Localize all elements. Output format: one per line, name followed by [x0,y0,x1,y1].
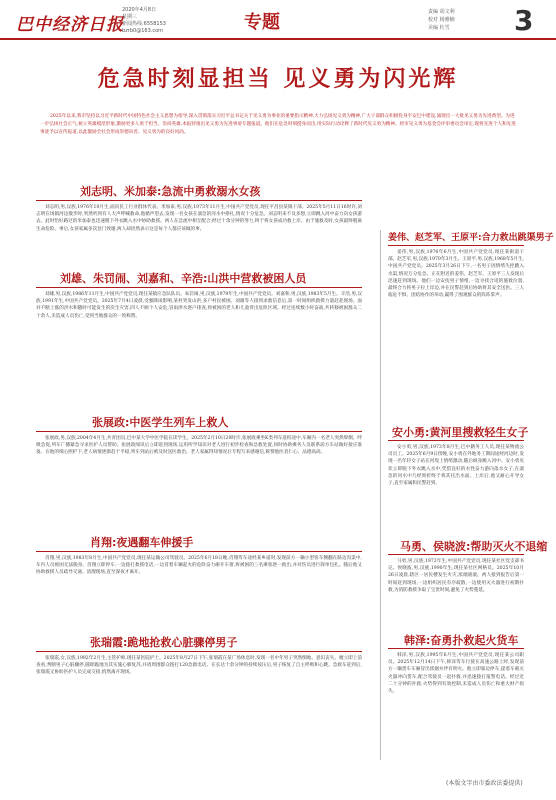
title-rule [388,648,524,649]
page-headline: 危急时刻显担当 见义勇为闪光辉 [97,67,459,92]
title-rule [36,200,362,201]
title-rule [36,551,362,552]
story-body: 张瑞霞,女,汉族,1992年2月生,主管护师,现任某医院护士。2025年8月27日下午,张瑞霞在某广场休息时,发现一名中年男子突然倒地、意识丧失。她立即上前查看,判断男子心脏骤停,随即跪地为其实施心肺复苏,并请周围群众拨打120急救电话。在长达十余分钟的持续按压后,男子恢复了自主呼吸和心跳。急救车赶到后,张瑞霞又协助医护人员完成交接,悄然离开现场。 [36,656,362,676]
issue-weekday: 星期三 [122,14,138,20]
lead-paragraph: 2025年以来,我市坚持以习近平新时代中国特色社会主义思想为指导,深入贯彻落实习近平总书记关于见义勇为事业的重要指示精神,大力弘扬见义勇为精神,广大干部群众积极投身平安巴中建设,涌现出一大批见义勇为先进典型。为进一步弘扬社会正气,树立英雄模范形象,激励更多人勇于担当、崇尚英雄,本报特推出见义勇为先进事迹专题报道。他们在危急时刻挺身而出,用实际行动诠释了新时代见义勇为精神。经市见义勇为基金会评审委员会审定,现将先进个人和先进事迹予以宣传报道,以此激励全社会形成崇德向善、见义勇为的良好风尚。 [40,114,516,135]
editor-credit: 责编 胡文利 [428,9,455,15]
story-body: 刘志明,男,汉族,1976年10月生,面向民工行业群体代表。米加泰,男,汉族,1973年11月生,中国共产党党员,现任平昌县某镇干部。2025年5月11日16时许,刘志明在场镇河边散步时,突然听到有人大声呼喊救命,他循声望去,发现一名女孩在湍急的河水中挣扎,情况十分危急。刘志明来不及多想,立即跳入河中奋力向女孩游去。此时恰好路过的米加泰也迅速脱下外衣跳入水中协助救援。两人在急流中相互配合,经过十余分钟的努力,终于将女孩成功救上岸。由于施救及时,女孩最终脱离生命危险。事后,女孩家属多次登门致谢,两人却淡然表示这是每个人都应该做的事。 [36,205,362,232]
story-title: 韩泽:奋勇扑救起火货车 [404,634,519,647]
story-title: 马勇、侯晓波:帮助灭火不退缩 [400,540,548,553]
section-name: 专题 [244,12,280,33]
proofreader-credit: 校对 杨雅楠 [428,17,455,23]
story-title: 安小勇:黄河里搜救轻生女子 [392,426,529,439]
story-body: 张展政,男,汉族,2004年4月生,共青团员,巴中某大学中医学院在读学生。2025年2月10日20时许,张展政乘坐K类列车返校途中,车厢内一名老人突然晕倒、呼吸急促,列车广播紧急寻求医护人员帮助。张展政闻讯后立即赶到现场,运用所学知识对老人进行初步检查和急救处置,同时协助乘务人员联系前方车站做好接应准备。在他的细心照护下,老人病情逐渐趋于平稳,列车到站后被及时送医救治。老人家属得知情况后专程写来感谢信,称赞他医者仁心、品德高尚。 [36,436,362,456]
editor-credits [428,8,455,32]
story-title: 刘雄、朱罚闹、刘嘉和、辛浩:山洪中营救被困人员 [60,272,307,285]
title-rule [388,245,524,246]
title-rule [36,651,362,652]
newspaper-logo: 巴中经济日报 [16,15,124,35]
issue-meta [122,7,166,35]
title-rule [388,440,524,441]
masthead [0,0,556,40]
title-rule [388,554,524,555]
designer-credit: 美编 杜雪 [428,25,450,31]
story-body: 韩泽,男,汉族,1995年6月生,中国共产党党员,现任某公司职员。2025年12月14日下午,韩泽驾车行驶在高速公路上时,发现前方一辆货车车厢冒出浓烟并伴有明火。他立即靠边停车,提着车载灭火器冲向货车,配合驾驶员一起扑救,并迅速拨打报警电话。经过近二十分钟的扑救,火势得到有效控制,未造成人员伤亡和重大财产损失。 [388,653,524,695]
contact-email: bzrb0@163.com [122,28,164,34]
story-title: 张展政:中医学生列车上救人 [92,416,229,429]
story-title: 姜伟、赵芝军、王原平:合力救出跳渠男子 [388,233,554,243]
story-body: 马勇,男,汉族,1972年生,中国共产党党员,现任某社区党支部书记。侯晓波,男,汉族,1990年生,现任某社区网格员。2025年10月26日凌晨,辖区一居民楼发生火灾,浓烟滚滚。两人接到报告后第一时间赶到现场,一边组织居民有序疏散,一边使用灭火器进行初期扑救,为消防救援争取了宝贵时间,避免了火势蔓延。 [388,559,524,593]
column-divider [380,230,381,760]
story-body: 刘雄,男,汉族,1986年11月生,中国共产党党员,现任某镇应急队队员。朱罚闹,男,汉族,1979年生,中国共产党党员。刘嘉和,男,汉族,1983年5月生。辛浩,男,汉族,1991年生,中国共产党党员。2025年7月4日凌晨,受强降雨影响,某村突发山洪,多户村民被困。刘雄等人接到求救信息后,第一时间组织救援力量赶赴现场。面对不断上涨的洪水和随时可能发生的次生灾害,四人不顾个人安危,冒雨涉水逐户排查,将被困的老人和儿童背出危险区域。经过连续数小时奋战,共转移被困群众二十余人,未造成人员伤亡,受到当地群众的一致称赞。 [36,292,362,319]
issue-date: 2020年4月8日 [122,7,157,13]
page-number: 3 [514,4,534,37]
title-rule [36,287,362,288]
source-credit: (本版文字由市委政法委提供) [446,780,523,787]
story-title: 刘志明、米加泰:急流中勇救溺水女孩 [80,185,261,198]
news-hotline: 新闻热线:6558153 [122,21,166,27]
story-body: 姜伟,男,汉族,1976年6月生,中国共产党党员,现任某街道干部。赵芝军,男,汉族,1970年3月生。王原平,男,汉族,1968年5月生,中国共产党党员。2025年3月26日下午,一名男子因情绪失控跳入水渠,情况万分危急。正在附近的姜伟、赵芝军、王原平三人发现后迅速赶到现场。他们一边安抚男子情绪,一边寻找合适的施救位置,最终合力将男子拉上岸边,并在民警赶到后协助将其安全送医。三人临危不惧、团结协作的举动,赢得了围观群众的阵阵掌声。 [388,250,524,299]
story-title: 肖翔:夜遇翻车伸援手 [90,536,194,549]
story-title: 张瑞霞:跪地抢救心脏骤停男子 [90,636,238,649]
story-body: 安小勇,男,汉族,1973年8月生,巴中籍务工人员,现任某物流公司员工。2025年6月9日傍晚,安小勇在外地务工期间途经河边时,发现一名年轻女子站在河堤上情绪激动,随后纵身跳入河中。安小勇见状立即脱下外衣跳入水中,凭借良好的水性奋力游向落水女子,在湍急的河水中几经周折终于将其托出水面。上岸后,他又耐心开导女子,直至家属和民警赶到。 [388,445,524,487]
story-body: 肖翔,男,汉族,1983年8月生,中国共产党党员,现任某运输公司驾驶员。2025年6月18日晚,肖翔驾车途经某乡道时,发现前方一辆小型客车侧翻在路边沟渠中,车内人员被困无法脱身。肖翔立即停车,一边拨打救援电话,一边冒着车辆起火的危险奋力砸开车窗,将被困的三名乘客逐一救出,并对伤员进行简单包扎。随后他又协助救援人员疏导交通、清理现场,直至深夜才离开。 [36,556,362,576]
title-rule [36,431,362,432]
